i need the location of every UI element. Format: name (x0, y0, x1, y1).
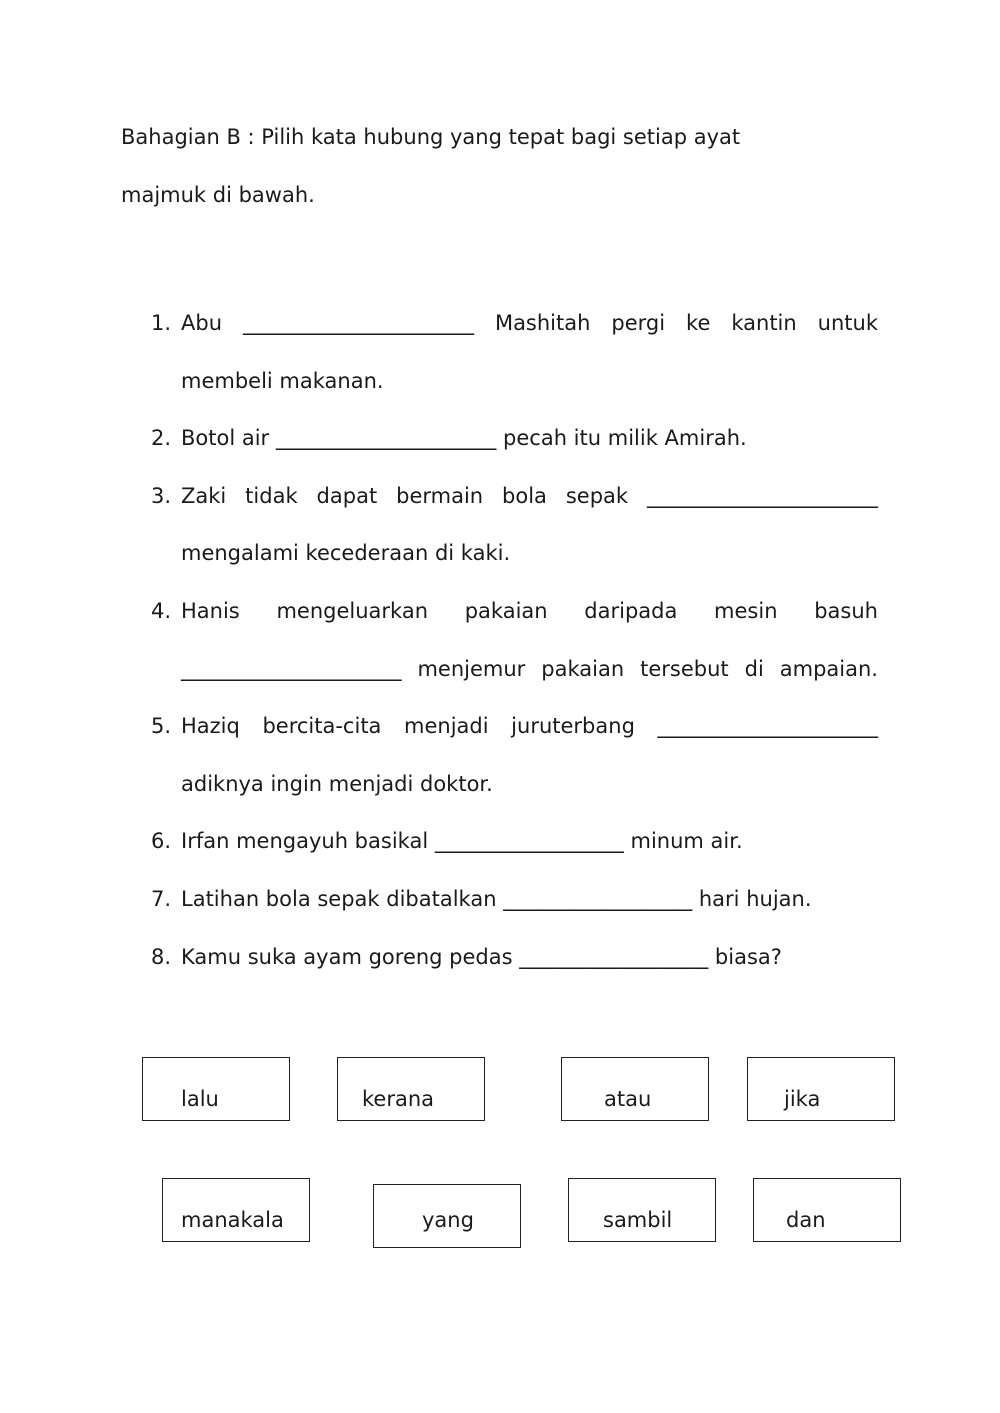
question-4-line-1: Hanis mengeluarkan pakaian daripada mesin basuh (181, 599, 878, 623)
instruction-line-2: majmuk di bawah. (121, 183, 315, 207)
question-3-line-2: mengalami kecederaan di kaki. (181, 541, 511, 565)
word-box-yang[interactable] (373, 1184, 521, 1248)
question-7-line-1: Latihan bola sepak dibatalkan __________________ hari hujan. (181, 887, 812, 911)
question-2-line-1: Botol air _____________________ pecah itu milik Amirah. (181, 426, 747, 450)
question-5-line-1: Haziq bercita-cita menjadi juruterbang _____________________ (181, 714, 878, 738)
word-label: kerana (362, 1087, 435, 1111)
question-1-line-2: membeli makanan. (181, 369, 384, 393)
word-label: manakala (181, 1208, 284, 1232)
word-box-manakala[interactable] (162, 1178, 310, 1242)
word-box-jika[interactable] (747, 1057, 895, 1121)
question-number-1: 1. (151, 311, 172, 335)
word-label: dan (786, 1208, 826, 1232)
question-number-3: 3. (151, 484, 172, 508)
question-number-8: 8. (151, 945, 172, 969)
word-label: sambil (603, 1208, 673, 1232)
question-3-line-1: Zaki tidak dapat bermain bola sepak ______________________ (181, 484, 878, 508)
word-box-lalu[interactable] (142, 1057, 290, 1121)
question-4-line-2: _____________________ menjemur pakaian tersebut di ampaian. (181, 657, 878, 681)
question-1-line-1: Abu ______________________ Mashitah pergi ke kantin untuk (181, 311, 878, 335)
question-number-2: 2. (151, 426, 172, 450)
word-box-sambil[interactable] (568, 1178, 716, 1242)
question-6-line-1: Irfan mengayuh basikal __________________ minum air. (181, 829, 743, 853)
question-number-5: 5. (151, 714, 172, 738)
word-label: jika (784, 1087, 821, 1111)
word-box-atau[interactable] (561, 1057, 709, 1121)
question-8-line-1: Kamu suka ayam goreng pedas __________________ biasa? (181, 945, 782, 969)
instruction-line-1: Bahagian B : Pilih kata hubung yang tepat bagi setiap ayat (121, 125, 741, 149)
question-number-6: 6. (151, 829, 172, 853)
question-number-7: 7. (151, 887, 172, 911)
word-label: atau (604, 1087, 652, 1111)
question-5-line-2: adiknya ingin menjadi doktor. (181, 772, 493, 796)
question-number-4: 4. (151, 599, 172, 623)
word-label: lalu (181, 1087, 219, 1111)
word-label: yang (422, 1208, 474, 1232)
word-box-dan[interactable] (753, 1178, 901, 1242)
word-box-kerana[interactable] (337, 1057, 485, 1121)
